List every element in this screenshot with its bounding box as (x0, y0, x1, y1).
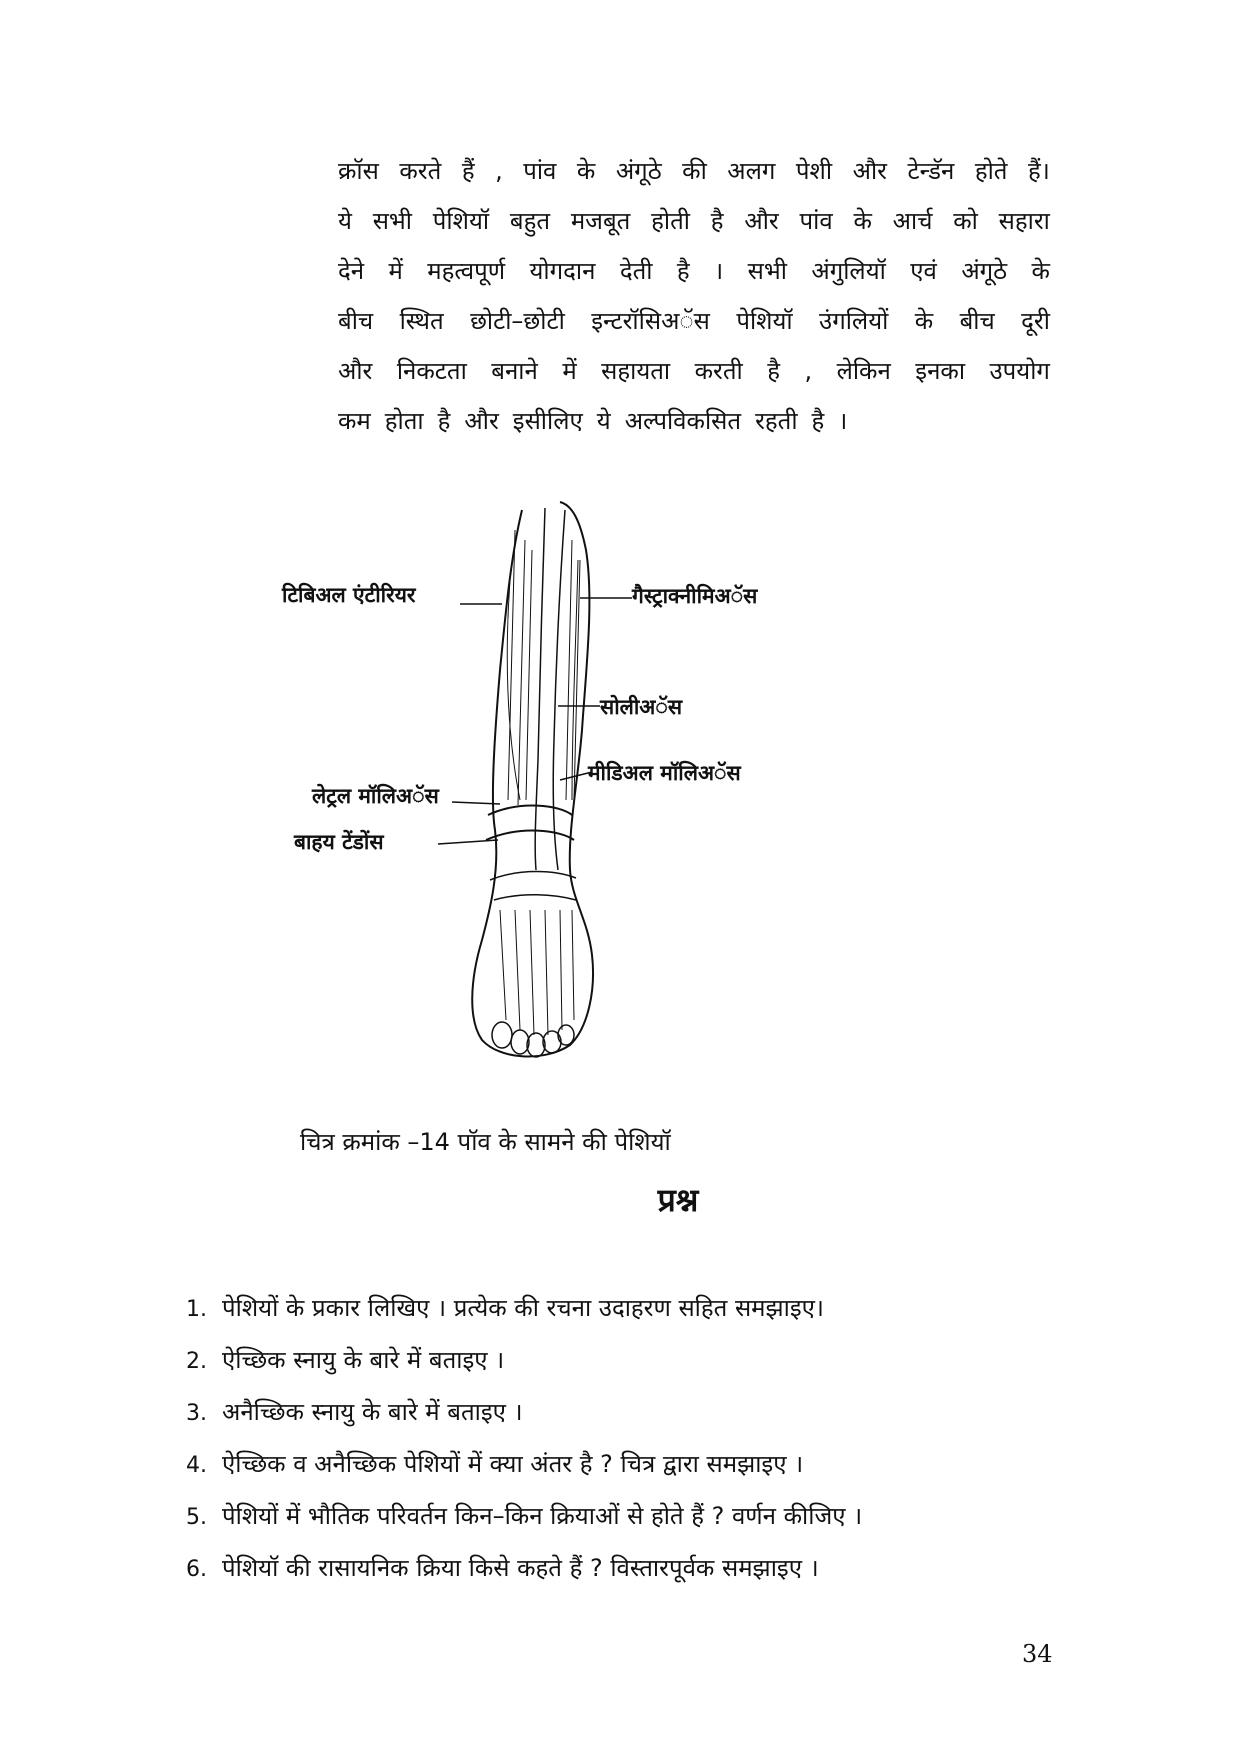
paragraph-word: और (464, 407, 499, 435)
paragraph-word: सहायता (601, 357, 671, 385)
paragraph-word: हैं। (1027, 157, 1050, 185)
paragraph-line (338, 246, 1050, 296)
leg-muscle-figure (282, 500, 870, 1070)
paragraph-word: हैं (461, 157, 475, 185)
paragraph-word: बीच (338, 307, 374, 335)
paragraph-word: में (562, 357, 577, 385)
question-item: 1. पेशियों के प्रकार लिखिए । प्रत्येक की रचना उदाहरण सहित समझाइए। (186, 1294, 825, 1322)
paragraph-word: सभी (372, 207, 413, 235)
paragraph-word: होते (974, 157, 1008, 185)
paragraph-word: देती (619, 257, 653, 285)
question-item: 4. ऐच्छिक व अनैच्छिक पेशियों में क्या अंतर है ? चित्र द्वारा समझाइए । (186, 1450, 804, 1478)
paragraph-word: बीच (959, 307, 995, 335)
paragraph-word: पेशियॉ (736, 307, 793, 335)
paragraph-word: निकटता (396, 357, 467, 385)
paragraph-word: पेशी (795, 157, 833, 185)
questions-list (186, 1282, 1086, 1594)
paragraph-word: पांव (799, 207, 833, 235)
paragraph-word: और (744, 207, 779, 235)
paragraph-line (338, 396, 1050, 446)
paragraph-word: उंगलियों (819, 307, 889, 335)
paragraph-word: को (953, 207, 978, 235)
paragraph-word: । (838, 407, 848, 435)
paragraph-word: की (682, 157, 707, 185)
paragraph-word: बहुत (509, 207, 551, 235)
paragraph-word: , (804, 357, 813, 385)
paragraph-line (338, 296, 1050, 346)
paragraph-word: महत्वपूर्ण (427, 257, 506, 285)
figure-caption: चित्र क्रमांक –14 पॉव के सामने की पेशियॉ (300, 1128, 671, 1156)
paragraph-word: है (676, 257, 690, 285)
paragraph-line (338, 146, 1050, 196)
paragraph-word: करती (694, 357, 743, 385)
paragraph-word: दूरी (1021, 307, 1050, 335)
paragraph-word: के (1031, 257, 1050, 285)
paragraph-word: ये (596, 407, 611, 435)
label-gastrocnemius: गैस्ट्राक्नीमिअॅस (632, 584, 758, 608)
paragraph-word: कम (338, 407, 371, 435)
paragraph-word: के (853, 207, 872, 235)
paragraph-word: उपयोग (989, 357, 1050, 385)
paragraph-word: देने (338, 257, 365, 285)
label-external-tendons: बाहय टेंडोंस (294, 830, 384, 854)
paragraph-word: मजबूत (570, 207, 631, 235)
question-item: 5. पेशियों में भौतिक परिवर्तन किन–किन क्रियाओं से होते हैं ? वर्णन कीजिए । (186, 1502, 863, 1530)
paragraph-word: में (388, 257, 403, 285)
paragraph-word: स्थित (399, 307, 444, 335)
paragraph-word: इनका (915, 357, 966, 385)
leg-muscle-diagram (282, 500, 870, 1070)
paragraph-word: है (437, 407, 451, 435)
paragraph-word: के (914, 307, 934, 335)
paragraph-word: इन्टरॉसिअॅस (591, 307, 710, 335)
paragraph-word: इसीलिए (512, 407, 583, 435)
question-item: 3. अनैच्छिक स्नायु के बारे में बताइए । (186, 1398, 523, 1426)
paragraph-word: बनाने (491, 357, 538, 385)
paragraph-word: लेकिन (836, 357, 891, 385)
paragraph-word: सभी (747, 257, 787, 285)
paragraph-word: है (811, 407, 825, 435)
paragraph-word: होता (384, 407, 424, 435)
paragraph-word: योगदान (529, 257, 596, 285)
paragraph-word: रहती (755, 407, 798, 435)
paragraph-word: और (338, 357, 373, 385)
paragraph-word: सहारा (998, 207, 1050, 235)
paragraph-word: अंगूठे (961, 257, 1008, 285)
label-tibialis-anterior: टिबिअल एंटीरियर (282, 583, 416, 607)
page-number: 34 (1022, 1640, 1053, 1668)
paragraph-word: छोटी–छोटी (470, 307, 565, 335)
paragraph-word: है (767, 357, 780, 385)
label-lateral-malleolus: लेट्रल मॉलिअॅस (312, 784, 439, 808)
paragraph-word: होती (651, 207, 690, 235)
paragraph-word: पांव (523, 157, 557, 185)
paragraph-word: है (710, 207, 724, 235)
paragraph-word: ये (338, 207, 352, 235)
paragraph-word: पेशियॉ (432, 207, 490, 235)
paragraph-word: । (714, 257, 724, 285)
body-paragraph (338, 146, 1050, 446)
paragraph-word: अलग (727, 157, 776, 185)
paragraph-word: और (852, 157, 887, 185)
paragraph-line (338, 196, 1050, 246)
paragraph-word: एवं (910, 257, 937, 285)
paragraph-word: के (576, 157, 596, 185)
paragraph-word: अल्पविकसित (624, 407, 742, 435)
question-item: 2. ऐच्छिक स्नायु के बारे में बताइए । (186, 1346, 505, 1374)
paragraph-word: अंगुलियॉ (811, 257, 886, 285)
question-item: 6. पेशियॉ की रासायनिक क्रिया किसे कहते हैं ? विस्तारपूर्वक समझाइए । (186, 1554, 819, 1582)
paragraph-word: टेन्डॅन (907, 157, 955, 185)
paragraph-word: करते (399, 157, 442, 185)
label-medial-malleolus: मीडिअल मॉलिअॅस (588, 761, 741, 785)
label-soleus: सोलीअॅस (600, 695, 683, 719)
paragraph-word: क्रॉस (338, 157, 379, 185)
questions-heading: प्रश्न (657, 1181, 699, 1219)
paragraph-word: अंगूठे (615, 157, 662, 185)
paragraph-word: आर्च (892, 207, 933, 235)
paragraph-line (338, 346, 1050, 396)
paragraph-word: , (495, 157, 503, 185)
